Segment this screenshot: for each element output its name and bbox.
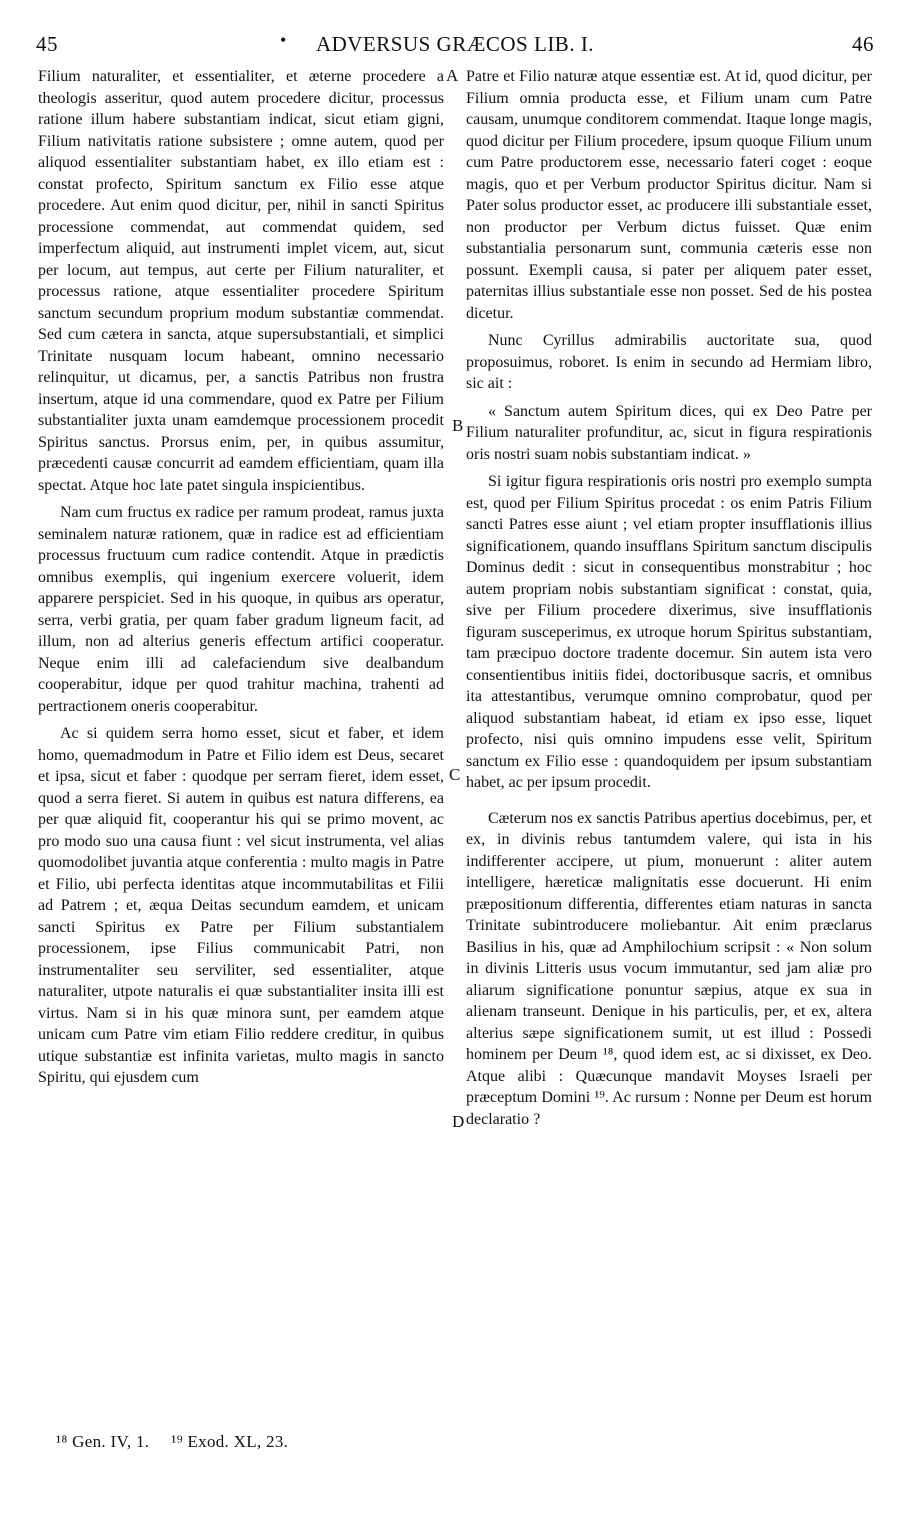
footnotes xyxy=(56,1432,556,1452)
footnote: ¹⁹ Exod. XL, 23. xyxy=(171,1432,289,1451)
running-title: ADVERSUS GRÆCOS LIB. I. xyxy=(315,32,595,56)
margin-letter-c: C xyxy=(449,765,461,784)
margin-letter-d: D xyxy=(452,1112,465,1131)
right-column xyxy=(466,66,872,1130)
left-column xyxy=(38,66,444,1089)
paragraph: Filium naturaliter, et essentialiter, et æterne procedere a theologis asseritur, quod autem procedere dicitur, processus ratione illum habere substantiam indicat, sicut etiam gigni, Filium nativitatis ratione subsistere ; omne autem, quod per aliquod essentialiter substantiam habet, ex illo etiam est : constat profecto, Spiritum sanctum ex Filio esse atque procedere. Aut enim quod dicitur, per, nihil in sancti Spiritus processione commendat, aut commendat quidem, sed imperfectum aliquid, aut instrumenti implet vicem, aut, sicut per locum, aut tempus, aut certe per Filium naturaliter, et processus ratione, atque essentialiter procedere Spiritum sanctum secundum proprium modum substantiæ commendat. Sed cum cætera in sancta, atque supersubstantiali, et simplici Trinitate nusquam locum habeant, omnino necessario relinquitur, ut dicamus, per, a sanctis Patribus non frustra insertum, atque id una commendare, quod ex Patre per Filium substantialiter juxta unam eamdemque processionem procedit Spiritus sanctus. Prorsus enim, per, in quibus assumitur, præcedenti causæ concurrit ad eamdem efficientiam, quam illa spectat. Atque hoc late patet singula inspicientibus. xyxy=(38,68,444,494)
quotation: « Sanctum autem Spiritum dices, qui ex Deo Patre per Filium naturaliter profunditur, ac, sicut in figura respirationis oris nostri suam nobis substantiam indicat. » xyxy=(466,402,872,463)
paragraph: Si igitur figura respirationis oris nostri pro exemplo sumpta est, quod per Filium Spiritus procedat : os enim Patris Filium sancti Patres esse aiunt ; vel etiam propter insufflationis illius significationem, quando insufflans Spiritum sanctum discipulis Dominus dedit : sicut in consequentibus monstrabitur ; hoc autem propriam nobis substantiam significat : constat, quia, sive per Filium procedere dixerimus, sive insufflationis figuram susceperimus, ex utroque horum Spiritus substantiam, tam præcipuo doctore tradente docemur. Sin autem ista vero consentientibus initiis fidei, doctoribusque sacris, et omnibus ita attestantibus, verumque omnino comprobatur, quod per aliquod substantiam habeat, id etiam ex ipso esse, liquet profecto, nisi quis omnino impudens esse velit, Spiritum sanctum ex Filio esse : quandoquidem per ipsum substantiam habet, ac per ipsum procedit. xyxy=(466,473,872,791)
paragraph: Ac si quidem serra homo esset, sicut et faber, et idem homo, quemadmodum in Patre et Filio idem est Deus, secaret et ipsa, sicut et faber : quodque per serram fieret, idem esset, quod a serra fieret. Si autem in quibus est natura differens, ea per quæ aliquid fit, cooperantur his qui se primo movent, ac pro modo suo una causa fiunt : vel sicut instrumenta, vel alias quomodolibet juvantia atque conferentia : multo magis in Patre et Filio, ubi perfecta identitas atque incommutabilitas et Filii ad Patrem ; et, æqua Deitas secundum eamdem, et unicam sancti Spiritus ex Patre per Filium substantialem processionem, ipse Filius communicabit Patri, non instrumentaliter seu serviliter, sed essentialiter, atque naturaliter, utpote naturalis ei quæ substantialiter insita illi est virtus. Nam si in his quæ minora sunt, per eamdem atque unicam cum Patre vim etiam Filio reddere creditur, in quibus utique substantiæ est infinita varietas, multo magis in sancto Spiritu, qui ejusdem cum xyxy=(38,725,444,1086)
margin-letter-b: B xyxy=(452,416,464,435)
paragraph: Patre et Filio naturæ atque essentiæ est. At id, quod dicitur, per Filium omnia producta esse, et Filium unam cum Patre causam, unumque conditorem commendat. Itaque longe magis, quod dicitur per Filium procedere, ipsum quoque Filium unum cum Patre productorem esse, necessario fateri coget : eoque magis, quo et per Verbum productor Spiritus dicitur. Nam si Pater solus productor esset, ac producere illi substantiale esset, non productor per Verbum dictus fuisset. Quæ enim substantialia personarum sunt, communia cæteris esse non possunt. Exempli causa, si pater per aliquem pater esset, paternitas illius substantiale esse non posset. Sed de his postea dicetur. xyxy=(466,68,872,322)
margin-letter-a: A xyxy=(446,66,459,85)
running-header xyxy=(30,32,880,66)
paragraph: Nunc Cyrillus admirabilis auctoritate sua, quod proposuimus, roboret. Is enim in secundo ad Hermiam libro, sic ait : xyxy=(466,332,872,392)
paragraph: Cæterum nos ex sanctis Patribus apertius docebimus, per, et ex, in divinis rebus tantumdem valere, qui ista in his indifferenter accipere, ut pium, monuerunt : aliter autem intelligere, hæreticæ malignitatis esse docuerunt. Hi enim præpositionum differentia, differentes etiam naturas in sancta Trinitate subintroducere moliebantur. Ait enim præclarus Basilius in his, quæ ad Amphilochium scripsit : « Non solum in divinis Litteris usus vocum immutantur, sed jam aliæ pro aliarum significatione ponuntur sæpius, atque ex sua in alienam transeunt. Denique in his particulis, per, et ex, altera alterius sæpe significationem sumit, ut est illud : Possedi hominem per Deum ¹⁸, quod idem est, ac si dixisset, ex Deo. Atque alibi : Quæcunque mandavit Moyses Israeli per præceptum Domini ¹⁹. Ac rursum : Nonne per Deum est horum declaratio ? xyxy=(466,809,872,1128)
paragraph: Nam cum fructus ex radice per ramum prodeat, ramus juxta seminalem naturæ rationem, quæ in radice est ad efficientiam processus fructuum cum radice contendit. Atque in prædictis omnibus exemplis, qui ingenium exercere voluerit, idem apparere perspiciet. Sed in his quoque, in quibus ars operatur, serra, verbi gratia, per quam faber gradum ligneum facit, ad illum, non ad alterius generis effectum artifici cooperatur. Neque enim illi ad calefaciendum sive dealbandum cooperabitur, idque per quod trahitur machina, trahenti ad pertractionem oneris cooperabitur. xyxy=(38,504,444,715)
page-number-right: 46 xyxy=(852,32,874,56)
page-number-left: 45 xyxy=(36,32,58,56)
footnote: ¹⁸ Gen. IV, 1. xyxy=(56,1432,150,1451)
header-dot: • xyxy=(280,30,287,50)
